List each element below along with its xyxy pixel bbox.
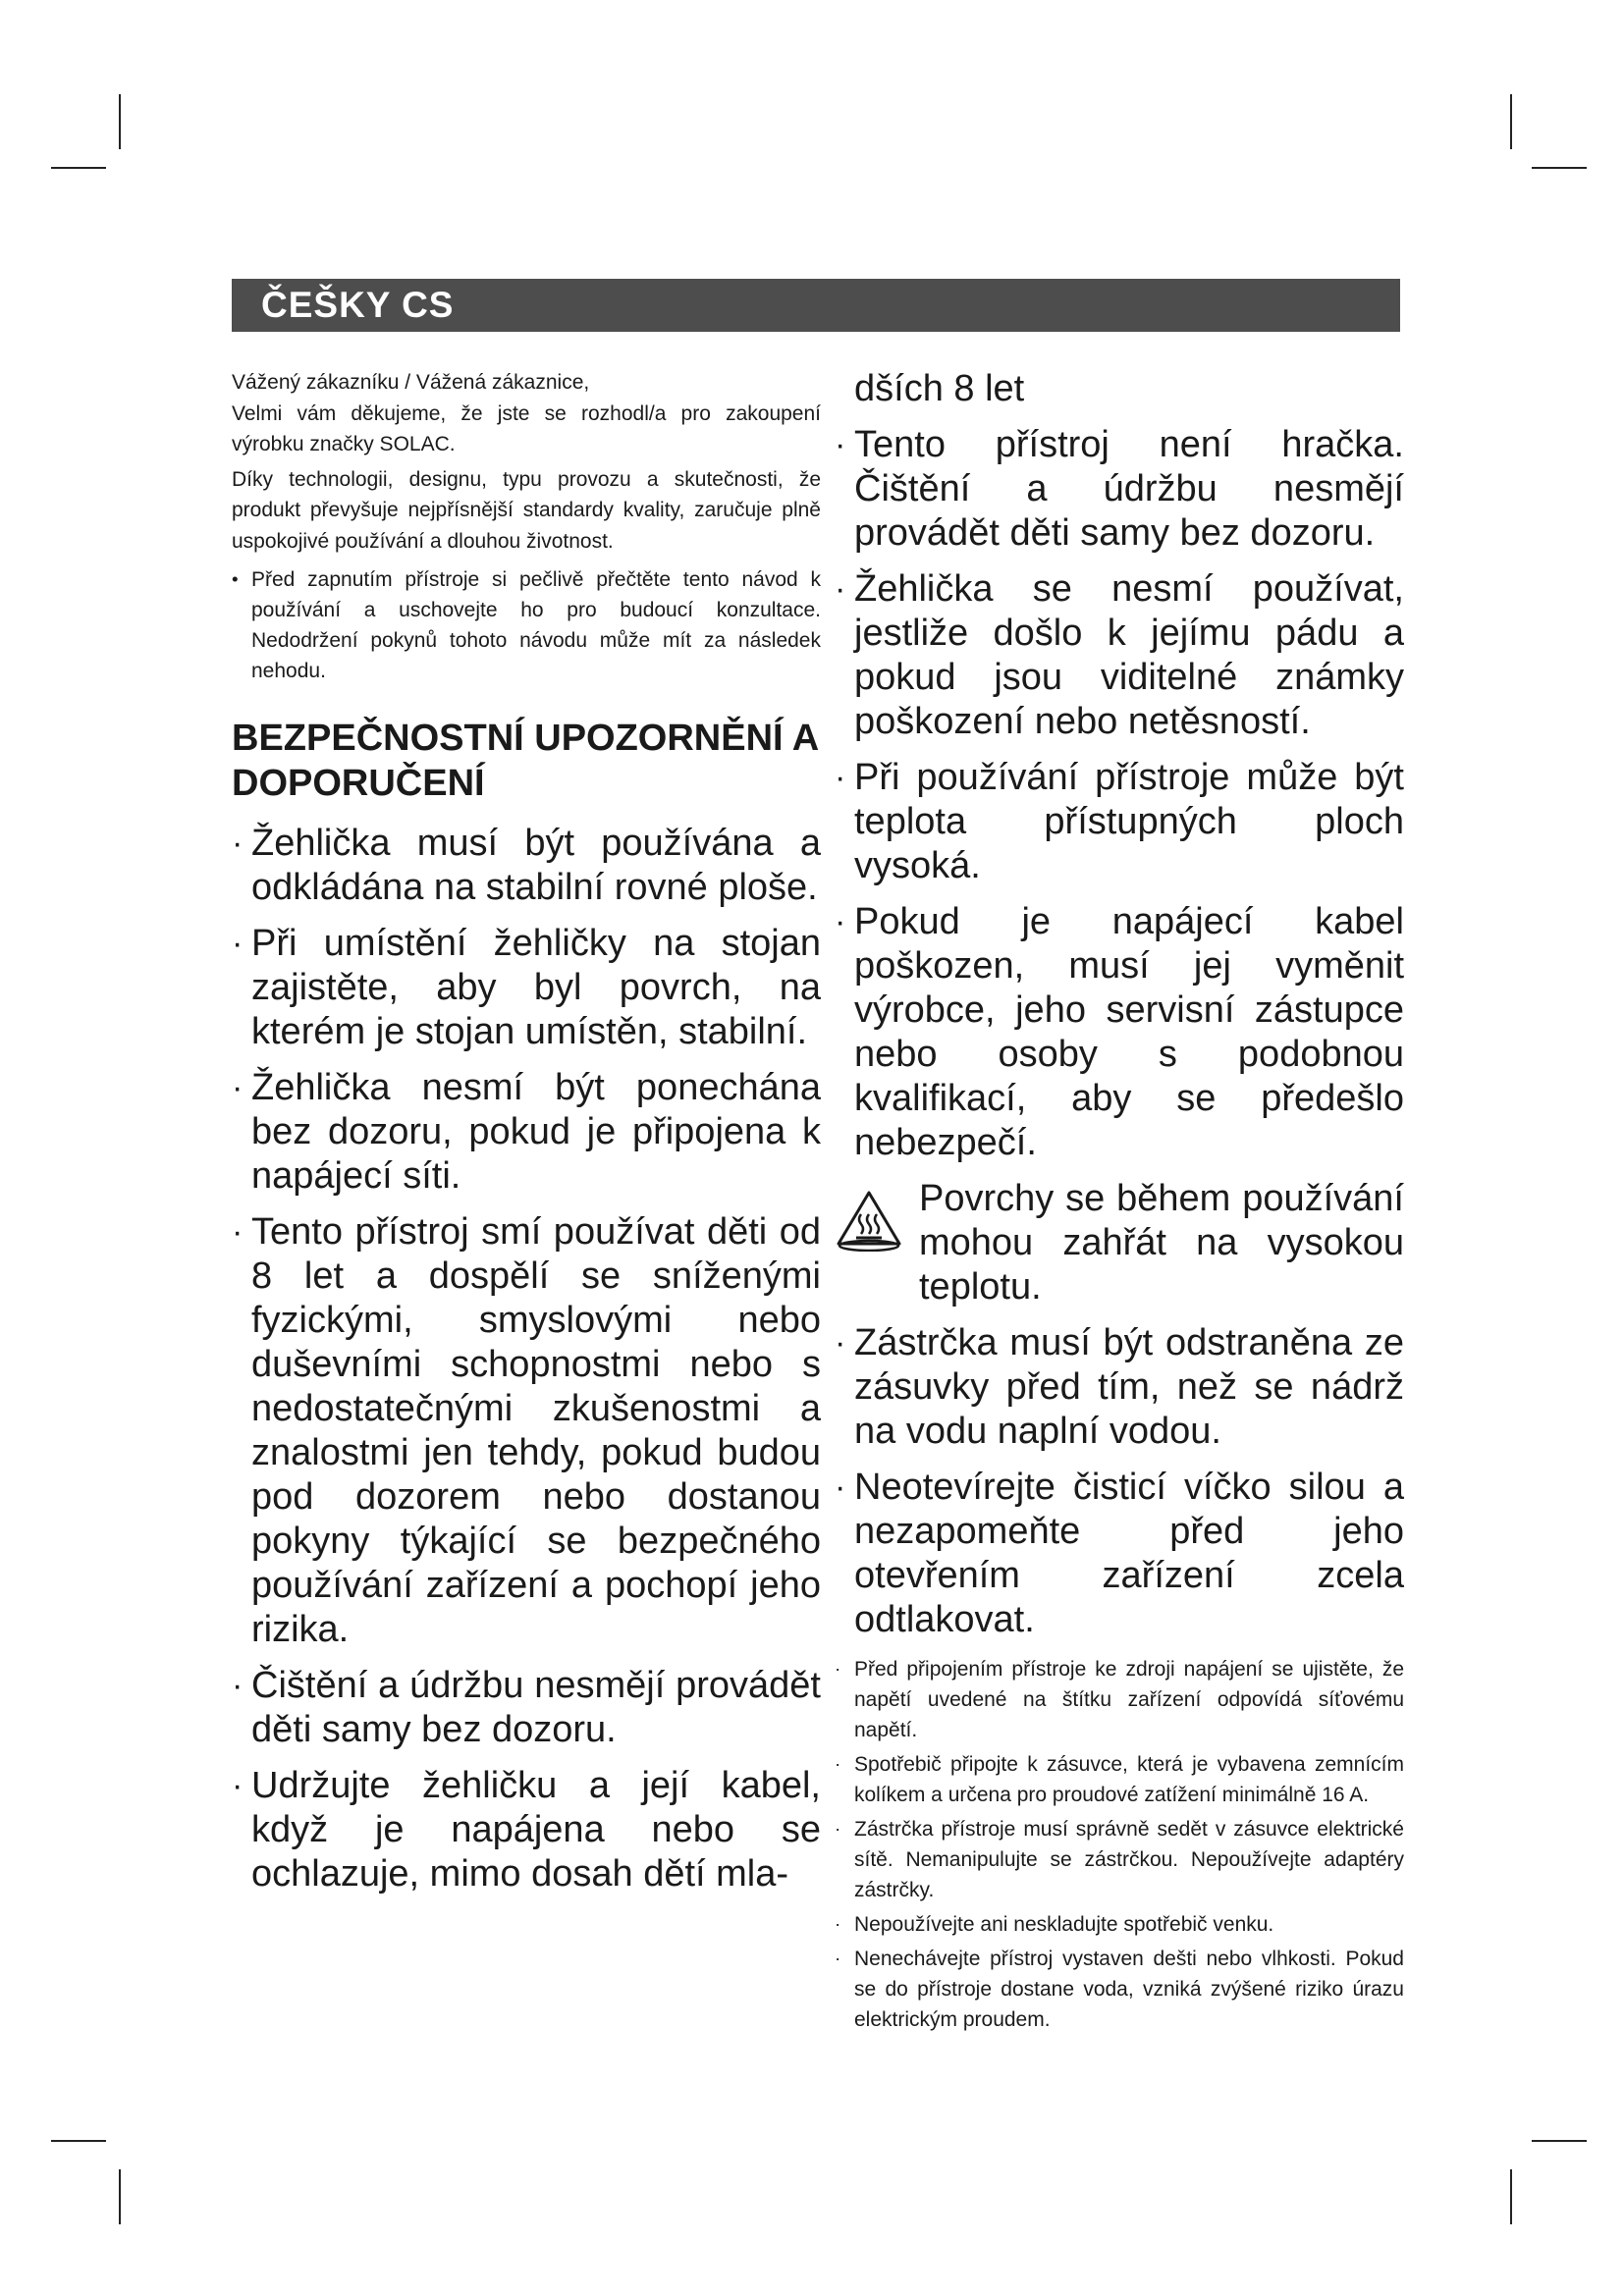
crop-mark-bottom-right-v (1510, 2169, 1512, 2224)
intro (232, 367, 821, 557)
intro-technology: Díky technologii, designu, typu provozu a skutečnosti, že produkt převyšuje nejpřísnější standardy kvality, zaručuje plně uspokojivé používání a dlouhou životnost. (232, 467, 821, 553)
list-item: · Před připojením přístroje ke zdroji napájení se ujistěte, že napětí uvedené na štítku zařízení odpovídá síťovému napětí. (835, 1658, 1404, 1741)
intro-thanks: Velmi vám děkujeme, že jste se rozhodl/a pro zakoupení výrobku značky SOLAC. (232, 401, 821, 455)
crop-mark-top-right-v (1510, 94, 1512, 149)
warning-text: Povrchy se během používání mohou zahřát na vysokou teplotu. (919, 1178, 1404, 1308)
crop-mark-bottom-left-v (119, 2169, 121, 2224)
safety-list-small (835, 1654, 1404, 2035)
crop-mark-top-left-h (51, 167, 106, 169)
list-item: · Tento přístroj není hračka. Čištění a údržbu nesmějí provádět děti samy bez dozoru. (835, 424, 1404, 554)
safety-list-right-a (835, 423, 1404, 1165)
list-item: · Čištění a údržbu nesmějí provádět děti samy bez dozoru. (232, 1665, 821, 1750)
list-item: · Spotřebič připojte k zásuvce, která je vybavena zemnícím kolíkem a určena pro proudové zatížení minimálně 16 A. (835, 1753, 1404, 1806)
safety-list-right-b (835, 1321, 1404, 1642)
list-item: • Před zapnutím přístroje si pečlivě přečtěte tento návod k používání a uschovejte ho pro budoucí konzultace. Nedodržení pokynů tohoto návodu může mít za následek nehodu. (232, 568, 821, 682)
list-item: · Při umístění žehličky na stojan zajistěte, aby byl povrch, na kterém je stojan umístěn, stabilní. (232, 923, 821, 1052)
list-item: · Nepoužívejte ani neskladujte spotřebič venku. (835, 1913, 1274, 1936)
left-column (232, 367, 821, 1908)
list-item: · Udržujte žehličku a její kabel, když je napájena nebo se ochlazuje, mimo dosah dětí mla- (232, 1765, 821, 1895)
list-item: · Při používání přístroje může být teplota přístupných ploch vysoká. (835, 757, 1404, 886)
list-item: · Žehlička nesmí být ponechána bez dozoru, pokud je připojena k napájecí síti. (232, 1067, 821, 1197)
crop-mark-top-left-v (119, 94, 121, 149)
hot-surface-warning (835, 1177, 1404, 1309)
intro-greeting: Vážený zákazníku / Vážená zákaznice, (232, 371, 590, 394)
safety-list-left (232, 822, 821, 1896)
list-item: · Neotevírejte čisticí víčko silou a nezapomeňte před jeho otevřením zařízení zcela odtlakovat. (835, 1467, 1404, 1640)
crop-mark-bottom-right-h (1532, 2140, 1587, 2142)
list-item: · Pokud je napájecí kabel poškozen, musí jej vyměnit výrobce, jeho servisní zástupce nebo osoby s podobnou kvalifikací, aby se předešlo nebezpečí. (835, 901, 1404, 1163)
right-column (835, 367, 1404, 2039)
list-item: · Tento přístroj smí používat děti od 8 let a dospělí se sníženými fyzickými, smyslovými nebo duševními schopnostmi nebo s nedostatečnými zkušenostmi a znalostmi jen tehdy, pokud budou pod dozorem nebo dostanou pokyny týkající se bezpečného používání zařízení a pochopí jeho rizika. (232, 1211, 821, 1650)
list-item: · Žehlička se nesmí používat, jestliže došlo k jejímu pádu a pokud jsou viditelné známky poškození nebo netěsností. (835, 568, 1404, 742)
hot-surface-warning-icon (835, 1189, 903, 1252)
language-header: ČEŠKY CS (232, 279, 1400, 332)
list-item: · Zástrčka musí být odstraněna ze zásuvky před tím, než se nádrž na vodu naplní vodou. (835, 1322, 1404, 1452)
list-item: · Nenechávejte přístroj vystaven dešti nebo vlhkosti. Pokud se do přístroje dostane voda, vzniká zvýšené riziko úrazu elektrickým proudem. (835, 1948, 1404, 2031)
section-title: BEZPEČNOSTNÍ UPOZORNĚNÍ A DOPORUČENÍ (232, 718, 818, 804)
crop-mark-bottom-left-h (51, 2140, 106, 2142)
list-item: · Žehlička musí být používána a odkládána na stabilní rovné ploše. (232, 823, 821, 908)
intro-bullets (232, 564, 821, 686)
continued-text: dších 8 let (854, 368, 1025, 409)
crop-mark-top-right-h (1532, 167, 1587, 169)
list-item: · Zástrčka přístroje musí správně sedět v zásuvce elektrické sítě. Nemanipulujte se zástrčkou. Nepoužívejte adaptéry zástrčky. (835, 1818, 1404, 1901)
